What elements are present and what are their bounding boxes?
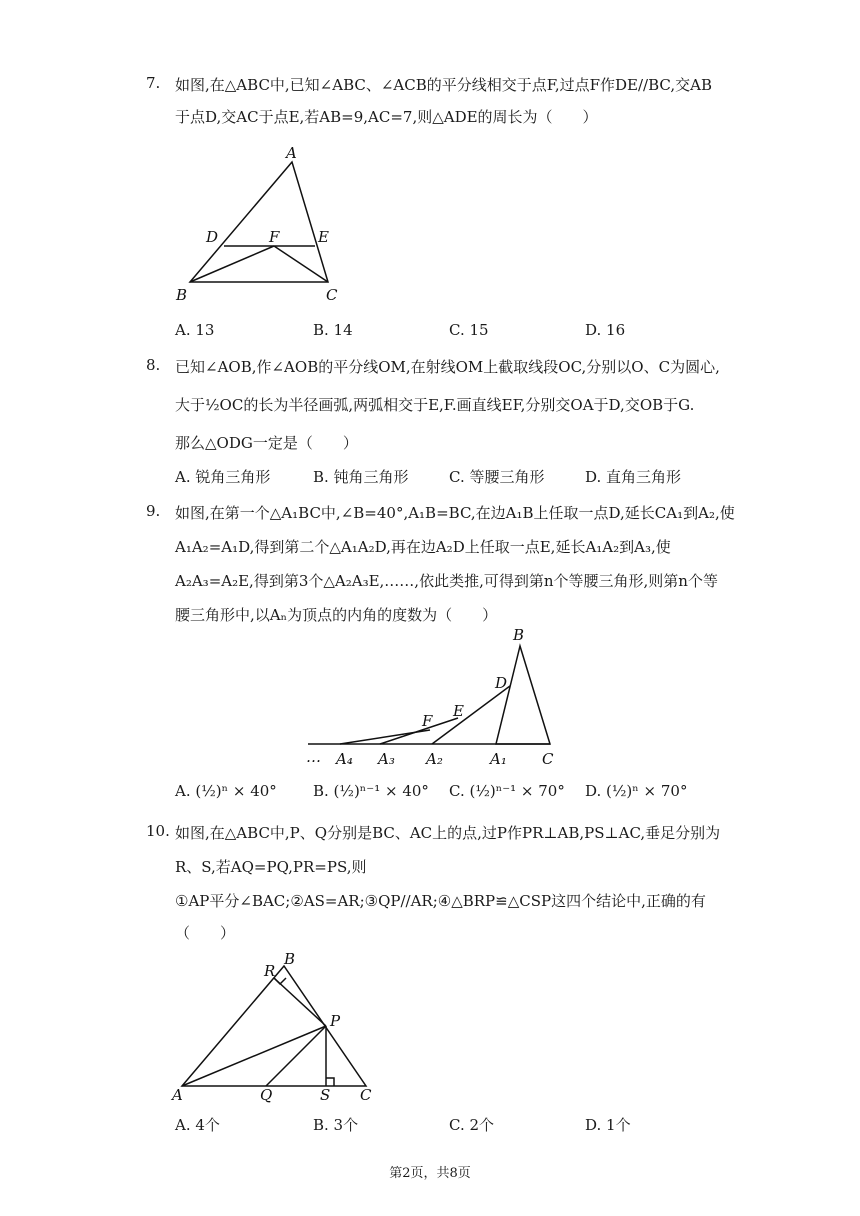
q7-line2: 于点D,交AC于点E,若AB=9,AC=7,则△ADE的周长为（ ） — [175, 108, 598, 126]
q9-number: 9. — [146, 502, 161, 520]
q10-label-c: C — [360, 1086, 372, 1104]
q9-label-d: D — [495, 674, 508, 692]
q9-line3: A₂A₃=A₂E,得到第3个△A₂A₃E,……,依此类推,可得到第n个等腰三角形,则第n个等 — [175, 572, 718, 590]
q7-line1: 如图,在△ABC中,已知∠ABC、∠ACB的平分线相交于点F,过点F作DE//BC,交AB — [175, 76, 712, 94]
q10-option-a: A. 4个 — [175, 1116, 220, 1134]
q8-number: 8. — [146, 356, 161, 374]
q9-label-f: F — [422, 712, 433, 730]
q7-label-c: C — [326, 286, 338, 304]
q10-segment-ap — [182, 1026, 326, 1086]
q9-figure — [300, 626, 580, 772]
q7-segment-bf — [190, 246, 274, 282]
q9-label-a3: A₃ — [378, 750, 395, 768]
q7-option-b: B. 14 — [313, 321, 353, 339]
q10-label-p: P — [330, 1012, 341, 1030]
q10-option-d: D. 1个 — [585, 1116, 631, 1134]
q9-label-b: B — [513, 626, 525, 644]
q10-right-angle-r — [274, 978, 286, 984]
q9-label-e: E — [453, 702, 464, 720]
q10-line1: 如图,在△ABC中,P、Q分别是BC、AC上的点,过P作PR⊥AB,PS⊥AC,垂足分别为 — [175, 824, 721, 842]
q10-label-r: R — [264, 962, 276, 980]
q7-figure — [170, 140, 350, 310]
q7-label-a: A — [286, 144, 297, 162]
q10-label-b: B — [284, 950, 296, 968]
q9-line1: 如图,在第一个△A₁BC中,∠B=40°,A₁B=BC,在边A₁B上任取一点D,延长CA₁到A₂,使 — [175, 504, 735, 522]
q10-right-angle-s — [326, 1078, 334, 1086]
q9-label-dots: … — [306, 748, 321, 766]
q8-line3: 那么△ODG一定是（ ） — [175, 434, 358, 452]
q10-label-a: A — [172, 1086, 183, 1104]
q8-option-a: A. 锐角三角形 — [175, 468, 271, 486]
q7-option-d: D. 16 — [585, 321, 626, 339]
q8-line2: 大于½OC的长为半径画弧,两弧相交于E,F.画直线EF,分别交OA于D,交OB于G. — [175, 396, 695, 414]
q10-figure — [170, 946, 380, 1104]
q10-label-s: S — [320, 1086, 331, 1104]
q8-option-b: B. 钝角三角形 — [313, 468, 409, 486]
q9-line2: A₁A₂=A₁D,得到第二个△A₁A₂D,再在边A₂D上任取一点E,延长A₁A₂到A₃,使 — [175, 538, 671, 556]
q7-label-b: B — [176, 286, 188, 304]
q10-line3: ①AP平分∠BAC;②AS=AR;③QP//AR;④△BRP≌△CSP这四个结论中,正确的有 — [175, 892, 706, 910]
q7-option-c: C. 15 — [449, 321, 489, 339]
q10-number: 10. — [146, 822, 170, 840]
q8-option-c: C. 等腰三角形 — [449, 468, 545, 486]
q10-segment-rp — [274, 978, 326, 1026]
q9-label-a4: A₄ — [336, 750, 353, 768]
q10-line2: R、S,若AQ=PQ,PR=PS,则 — [175, 858, 367, 876]
q10-option-b: B. 3个 — [313, 1116, 359, 1134]
q10-label-q: Q — [260, 1086, 273, 1104]
q7-triangle-abc — [190, 162, 328, 282]
q9-option-a: A. (½)ⁿ × 40° — [175, 782, 277, 800]
q8-line1: 已知∠AOB,作∠AOB的平分线OM,在射线OM上截取线段OC,分别以O、C为圆心, — [175, 358, 720, 376]
q9-option-c: C. (½)ⁿ⁻¹ × 70° — [449, 782, 565, 800]
q9-label-c: C — [542, 750, 554, 768]
q9-option-d: D. (½)ⁿ × 70° — [585, 782, 688, 800]
q7-label-d: D — [206, 228, 219, 246]
q7-label-f: F — [269, 228, 280, 246]
q10-option-c: C. 2个 — [449, 1116, 495, 1134]
page-footer: 第2页，共8页 — [389, 1166, 471, 1181]
q10-segment-qp — [266, 1026, 326, 1086]
q7-number: 7. — [146, 74, 161, 92]
q9-triangle-a1bc — [496, 646, 550, 744]
q9-line4: 腰三角形中,以Aₙ为顶点的内角的度数为（ ） — [175, 606, 498, 624]
q7-label-e: E — [318, 228, 329, 246]
q9-option-b: B. (½)ⁿ⁻¹ × 40° — [313, 782, 429, 800]
q7-segment-cf — [274, 246, 328, 282]
q9-label-a2: A₂ — [426, 750, 443, 768]
q8-option-d: D. 直角三角形 — [585, 468, 682, 486]
q9-label-a1: A₁ — [490, 750, 507, 768]
q10-line4: （ ） — [175, 924, 236, 942]
q7-option-a: A. 13 — [175, 321, 215, 339]
